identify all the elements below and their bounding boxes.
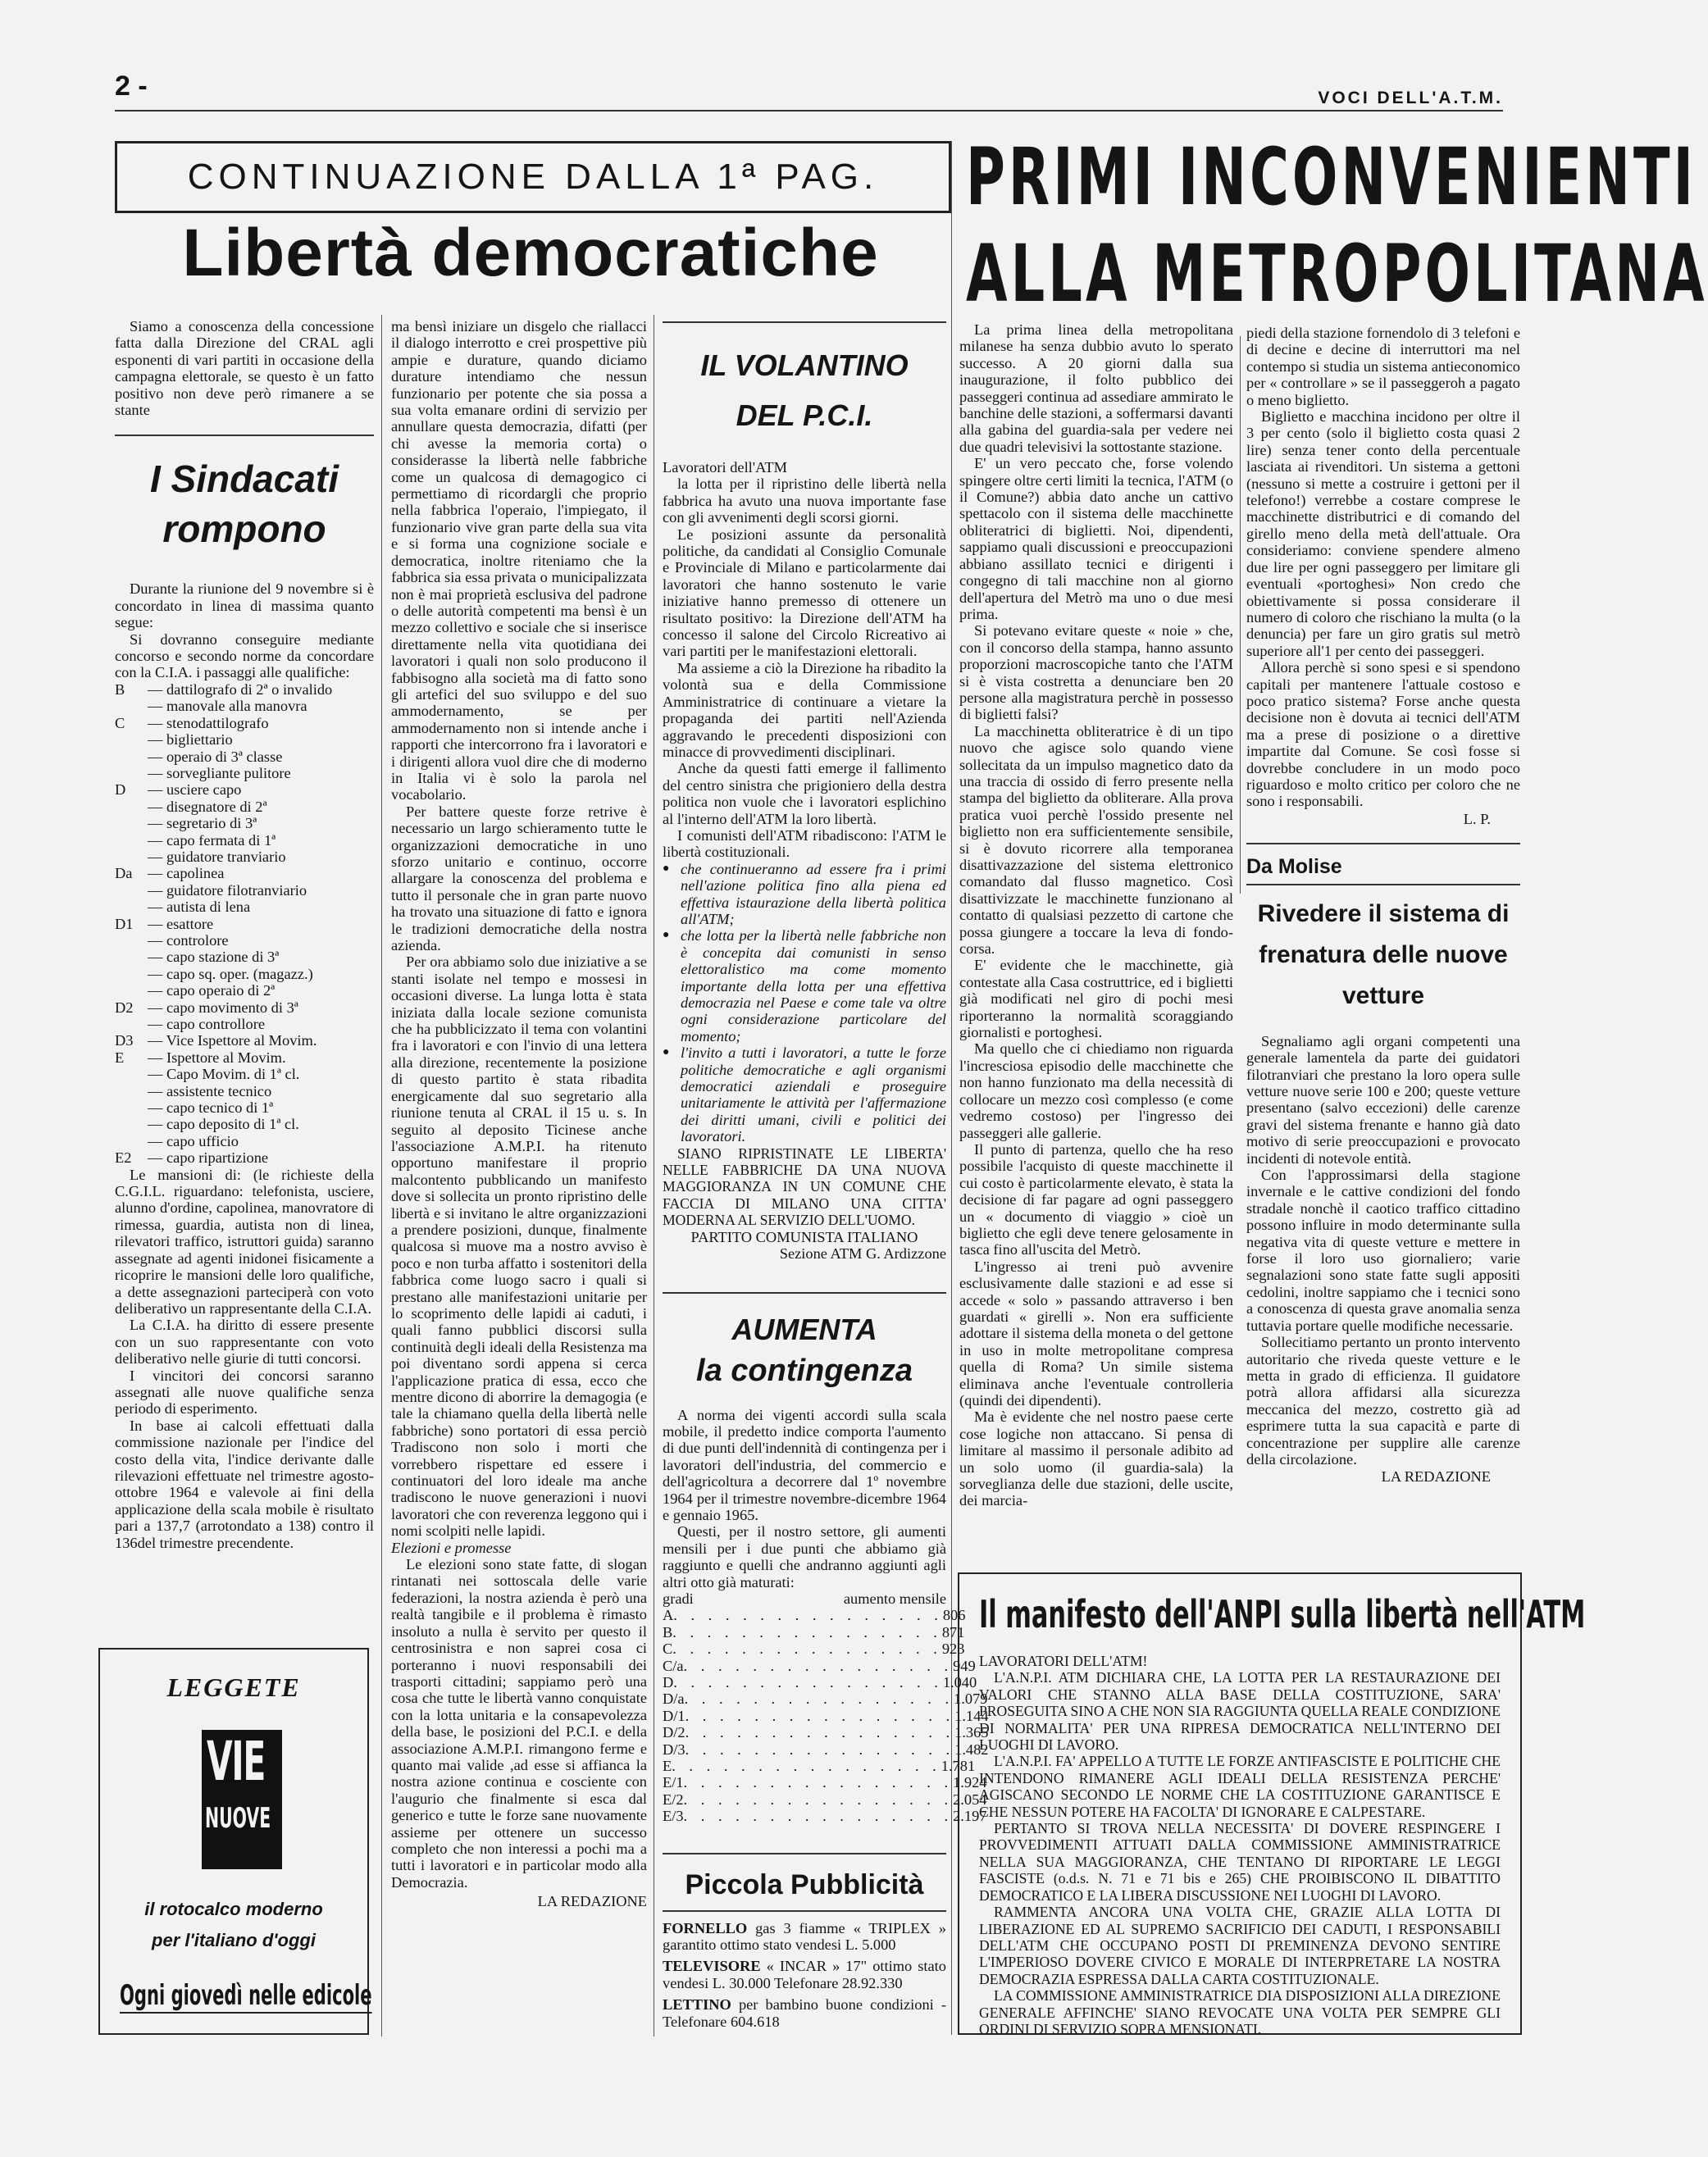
- anpi-paragraphs: [979, 1669, 1501, 2037]
- metropolitana-paragraph: Ma quello che ci chiediamo non riguarda l'incresciosa episodio delle macchinette che non hanno funzionato ma della necessità di collocare un mezzo così complesso (e come vedremo costoso) per l'ingresso dei passeggeri alle gallerie.: [959, 1040, 1233, 1141]
- ad-vie-nuove: [98, 1648, 372, 2035]
- molise-paragraph: Con l'approssimarsi della stagione invernale e le cattive condizioni del fondo stradale nonchè il caotico traffico cittadino possono influire in modo determinante sulla negativa vita di queste vetture e mettere in forse il loro uso giornaliero; varie segnalazioni sono state fatte sugli appositi cedolini, inoltre sappiamo che i tecnici sono a conoscenza di questa grave anomalia senza tuttavia portare quelle modifiche necessarie.: [1246, 1167, 1520, 1334]
- metropolitana-paragraph: E' un vero peccato che, forse volendo spingere oltre certi limiti la tecnica, l'ATM (o il Comune?) abbia dato anche un cattivo spettacolo con il sistema delle macchinette obliteratrici di biglietti. Noi, dipendenti, sappiamo quali discussioni e preoccupazioni abbiano assillato tecnici e dirigenti i congegno di tali macchine non al giorno dell'apertura del Metrò ma uno o due mesi prima.: [959, 455, 1233, 622]
- table-cell-grade: E: [663, 1758, 672, 1775]
- table-cell-amount: 871: [941, 1623, 965, 1641]
- qualifica-text: — manovale alla manovra: [148, 698, 307, 715]
- column-3: [663, 321, 989, 2035]
- qualifica-row: [115, 949, 374, 965]
- qualifica-text: — capo controllore: [148, 1016, 265, 1032]
- qualifica-row: [115, 1066, 374, 1082]
- qualifica-row: [115, 1049, 374, 1066]
- metropolitana-headline: [958, 131, 1708, 328]
- qualifica-row: [115, 1083, 374, 1099]
- volantino-bullets: [663, 861, 946, 1145]
- qualifica-row: [115, 1016, 374, 1032]
- qualifica-row: [115, 832, 374, 849]
- volantino-salutation: Lavoratori dell'ATM: [663, 459, 787, 476]
- qualifica-text: — autista di lena: [148, 899, 251, 916]
- section-rule: [663, 1292, 946, 1294]
- table-cell-grade: C: [663, 1641, 673, 1658]
- qualifica-row: [115, 749, 374, 765]
- qualifica-text: — operaio di 3ª classe: [148, 748, 283, 765]
- table-row: [663, 1641, 965, 1658]
- table-cell-grade: D/3: [663, 1741, 685, 1758]
- table-cell-amount: 1.924: [953, 1774, 987, 1791]
- qualifica-row: [115, 932, 374, 949]
- qualifica-text: — capo movimento di 3ª: [148, 999, 298, 1016]
- liberta-end: Le elezioni sono state fatte, di slogan rintanati nei sottoscala delle varie federazioni, la nostra azienda è però una realtà tangibile e il problema è rimasto insoluto a nulla è servito per questo il centrosinistra e non saprei cosa ci porteranno i nuovi responsabili dei trasporti cittadini; sappiamo però una cosa che tutte le libertà vanno conquistate con la lotta unitaria e la consapevolezza della base, le posizioni del P.C.I. e della associazione A.M.P.I. rimangono ferme e quanto mai valide ,ad esse si affianca la nostra azione continua e cosciente con l'augurio che finalmente si esca dal generico e tutte le forze sane nuovamente assieme per ottenere un successo completo che non interessi a pochi ma a tutti i lavoratori e in particolar modo alla Democrazia.: [391, 1556, 647, 1891]
- volantino-paragraphs: [663, 476, 946, 827]
- volantino-bullet-item: [663, 927, 946, 1044]
- qualifica-text: — usciere capo: [148, 781, 242, 799]
- metropolitana-signature: L. P.: [1463, 810, 1491, 827]
- qualifica-text: — disegnatore di 2ª: [148, 798, 267, 815]
- molise-paragraphs: [1246, 1033, 1520, 1468]
- molise-title-1: Rivedere il sistema di: [1257, 899, 1510, 927]
- qualifica-row: [115, 999, 374, 1016]
- table-leader: . . . . . . . . . . . . . . . .: [683, 1774, 954, 1791]
- table-row: [663, 1707, 989, 1724]
- qualifica-text: — capo operaio di 2ª: [148, 982, 276, 999]
- qualifica-code: E: [115, 1049, 125, 1066]
- table-leader: . . . . . . . . . . . . . . . .: [672, 1623, 942, 1641]
- volantino-paragraph: Le posizioni assunte da personalità politiche, da candidati al Consiglio Comunale e Provinciale di Milano e particolarmente dai lavoratori che hanno sostenuto le varie iniziative hanno premesso di ottenere un risultato positivo: la Direzione dell'ATM ha concesso il salone del Circolo Ricreativo ai vari partiti per le manifestazioni elettorali.: [663, 526, 946, 660]
- anpi-paragraph: L'A.N.P.I. ATM DICHIARA CHE, LA LOTTA PER LA RESTAURAZIONE DEI VALORI CHE STANNO ALLA BASE DELLA COSTITUZIONE, SARA' PROSEGUITA SINO A CHE NON SIA RAGGIUNTA QUELLA REALE CONDIZIONE DI NORMALITA' PER UNA RIPRESA DEMOCRATICA NELL'INTERNO DEI LUOGHI DI LAVORO.: [979, 1669, 1501, 1754]
- qualifica-text: — capo ufficio: [148, 1132, 239, 1149]
- qualifica-row: [115, 1133, 374, 1149]
- qualifica-text: — capo fermata di 1ª: [148, 831, 276, 849]
- qualifica-row: [115, 849, 374, 865]
- qualifica-row: [115, 781, 374, 798]
- section-rule: [1246, 843, 1520, 844]
- table-row: [663, 1691, 988, 1708]
- contingenza-title-1: AUMENTA: [731, 1312, 877, 1346]
- qualifica-text: — bigliettario: [148, 731, 233, 749]
- molise-kicker: Da Molise: [1246, 854, 1342, 878]
- volantino-title-1: IL VOLANTINO: [700, 348, 909, 382]
- table-cell-amount: 1.144: [954, 1707, 989, 1724]
- molise-paragraph: Sollecitiamo pertanto un pronto intervento autoritario che riveda queste vetture e le metta in grado di efficienza. Il guidatore potrà allora affidarsi alla sicurezza meccanica del mezzo, costretto già ad esprimere tutta la sua capacità e parte di concentrazione per supplire alle carenze della circolazione.: [1246, 1334, 1520, 1468]
- qualifica-code: D2: [115, 999, 134, 1016]
- qualifica-code: E2: [115, 1149, 132, 1167]
- ad-tagline-1: il rotocalco moderno: [144, 1899, 323, 1919]
- sindacati-title-1: I Sindacati: [149, 457, 339, 501]
- qualifica-code: D3: [115, 1032, 134, 1049]
- table-leader: . . . . . . . . . . . . . . . .: [685, 1707, 955, 1724]
- anpi-body: [979, 1653, 1501, 2037]
- qualifica-text: — Capo Movim. di 1ª cl.: [148, 1066, 300, 1083]
- qualifica-text: — capo deposito di 1ª cl.: [148, 1116, 299, 1133]
- table-row: [663, 1607, 966, 1624]
- liberta-subhead: Elezioni e promesse: [391, 1539, 512, 1556]
- volantino-bullet-text: che lotta per la libertà nelle fabbriche non è concepita dai comunisti in senso elettoralistico ma come momento importante della lotta per una effettiva democrazia nel Paese e come tale va oltre ogni considerazione particolare del momento;: [681, 927, 946, 1044]
- anpi-salutation: LAVORATORI DELL'ATM!: [979, 1653, 1148, 1669]
- volantino-bullet-text: l'invito a tutti i lavoratori, a tutte le forze politiche democratiche e agli organismi democratici aziendali e proseguire unitariamente le attività per l'affermazione dei diritti umani, civili e politici dei lavoratori.: [681, 1044, 946, 1145]
- qualifica-code: C: [115, 714, 125, 731]
- qualifica-row: [115, 916, 374, 932]
- table-cell-amount: 1.781: [941, 1758, 976, 1775]
- qualifica-text: — Vice Ispettore al Movim.: [148, 1032, 317, 1049]
- header-rule: [115, 110, 1503, 111]
- logo-line-1: VIE: [207, 1730, 266, 1793]
- anpi-paragraph: LA COMMISSIONE AMMINISTRATRICE DIA DISPOSIZIONI ALLA DIREZIONE GENERALE AFFINCHE' SIANO REVOCATE UNA VOLTA PER SEMPRE GLI ORDINI DI SERVIZIO SOPRA MENSIONATI.: [979, 1987, 1501, 2037]
- qualifica-row: [115, 1099, 374, 1116]
- table-header-amount: aumento mensile: [843, 1590, 946, 1607]
- qualifica-row: [115, 1149, 374, 1166]
- qualifica-row: [115, 1032, 374, 1049]
- qualifica-row: [115, 731, 374, 748]
- classified-ad: [663, 1958, 946, 1991]
- classified-ad: [663, 1996, 946, 2030]
- qualifica-row: [115, 865, 374, 881]
- volantino-title-2: DEL P.C.I.: [736, 398, 873, 432]
- table-leader: . . . . . . . . . . . . . . . .: [685, 1741, 955, 1758]
- table-cell-grade: E/3: [663, 1808, 684, 1825]
- qualifica-row: [115, 882, 374, 899]
- ad-tagline-2: per l'italiano d'oggi: [152, 1930, 316, 1950]
- table-leader: . . . . . . . . . . . . . . . .: [683, 1791, 954, 1808]
- vie-nuove-logo: [202, 1730, 282, 1869]
- volantino-bullet-item: [663, 861, 946, 928]
- section-rule: [115, 435, 374, 436]
- anpi-paragraph: L'A.N.P.I. FA' APPELLO A TUTTE LE FORZE ANTIFASCISTE E POLITICHE CHE INTENDONO RIMANERE AGLI IDEALI DELLA RESISTENZA PERCHE' AGISCANO SECONDO LE NORME CHE LA COSTITUZIONE GARANTISCE E CHE NESSUN POTERE HA FACOLTA' DI IGNORARE E CALPESTARE.: [979, 1753, 1501, 1820]
- classified-label: FORNELLO: [663, 1919, 748, 1936]
- sindacati-title-2: rompono: [162, 507, 326, 551]
- liberta-signature: LA REDAZIONE: [537, 1893, 647, 1910]
- table-cell-amount: 1.482: [954, 1741, 989, 1758]
- qualifica-text: — segretario di 3ª: [148, 815, 257, 832]
- molise-title-3: vetture: [1341, 981, 1425, 1009]
- table-cell-amount: 1.079: [954, 1691, 988, 1708]
- piccola-ads: [663, 1920, 946, 2030]
- table-row: [663, 1774, 987, 1791]
- volantino-paragraph: Anche da questi fatti emerge il fallimento del centro sinistra che prigioniero della destra politica non vuole che i lavoratori esplichino al l'interno dell'ATM la loro libertà.: [663, 760, 946, 827]
- qualifica-row: [115, 715, 374, 731]
- qualifica-row: [115, 799, 374, 815]
- qualifica-text: — sorvegliante pulitore: [148, 764, 291, 781]
- table-row: [663, 1724, 989, 1741]
- table-leader: . . . . . . . . . . . . . . . .: [685, 1724, 955, 1741]
- table-leader: . . . . . . . . . . . . . . . .: [672, 1758, 941, 1775]
- metropolitana-paragraph: Ma è evidente che nel nostro paese certe cose logiche non attaccano. Si pensa di limitare al massimo il personale adibito ad un solo uomo (il guardia-sala) la sorveglianza delle due stazioni, delle uscite, dei marcia-: [959, 1408, 1233, 1509]
- table-cell-grade: D/a: [663, 1691, 685, 1708]
- molise-title-2: frenatura delle nuove: [1259, 940, 1508, 968]
- table-cell-grade: C/a: [663, 1657, 684, 1674]
- table-row: [663, 1674, 977, 1691]
- logo-line-2: NUOVE: [205, 1802, 271, 1835]
- contingenza-table: [663, 1607, 989, 1825]
- liberta-paragraph: Per battere queste forze retrive è necessario un largo schieramento tutte le organizzazioni democratiche in uno sforzo unitario e continuo, occorre allargare la conoscenza del problema e tutto il personale che in gran parte nuovo ha trovato una situazione di fatto e ignora le tradizioni democratiche della nostra azienda.: [391, 803, 647, 954]
- bullet-dot-icon: ●: [663, 1046, 670, 1059]
- table-cell-grade: D: [663, 1674, 674, 1691]
- table-cell-amount: 949: [953, 1657, 976, 1674]
- masthead: VOCI DELL'A.T.M.: [1318, 89, 1503, 107]
- molise-signature: LA REDAZIONE: [1381, 1468, 1491, 1486]
- section-rule: [1246, 884, 1520, 885]
- classified-ad: [663, 1920, 946, 1954]
- liberta-intro: Siamo a conoscenza della concessione fatta dalla Direzione del CRAL agli esponenti di vari partiti in occasione della campagna elettorale, se questo è un fatto positivo non deve però rimanere a se stante: [115, 318, 374, 419]
- metropolitana-title-1: PRIMI INCONVENIENTI: [966, 131, 1697, 223]
- column-rule: [381, 315, 382, 2036]
- table-leader: . . . . . . . . . . . . . . . .: [673, 1607, 943, 1624]
- metropolitana-column-2: [1246, 325, 1520, 1486]
- headline-liberta: Libertà democratiche: [182, 216, 879, 290]
- qualifica-text: — guidatore filotranviario: [148, 881, 307, 899]
- bullet-dot-icon: ●: [663, 929, 670, 942]
- metropolitana-body-2: [1246, 325, 1520, 810]
- qualifica-code: D1: [115, 915, 134, 932]
- metropolitana-title-2: ALLA METROPOLITANA: [966, 228, 1708, 320]
- qualifica-text: — dattilografo di 2ª o invalido: [148, 680, 333, 698]
- table-row: [663, 1741, 989, 1758]
- metropolitana-paragraph: Allora perchè si sono spesi e si spendono capitali per mantenere l'attuale costoso e poco pratico sistema? Forse anche questa decisione non è dovuta ai tecnici dell'ATM ma a prese di posizione o a direttive impartite dal Comune. Se così fosse si dovrebbe concludere in un modo poco riguardoso e molto critico per coloro che ne sono i responsabili.: [1246, 659, 1520, 810]
- metropolitana-paragraph: L'ingresso ai treni può avvenire esclusivamente dalle stazioni e ad esse si accede « solo » passando attraverso i ben guardati « girelli ». Non era sufficiente adottare il sistema della moneta o del gettone in uso in molte metropolitane compresa quella di Roma? Un simile sistema eliminava anche l'eventuale controlleria (quindi dei dipendenti).: [959, 1258, 1233, 1408]
- qualifica-row: [115, 1116, 374, 1132]
- qualifica-text: — capo ripartizione: [148, 1149, 269, 1167]
- section-rule: [663, 1910, 946, 1912]
- contingenza-title-2: la contingenza: [696, 1353, 913, 1388]
- table-cell-amount: 806: [942, 1607, 966, 1624]
- table-cell-amount: 1.040: [942, 1674, 977, 1691]
- section-rule: [663, 321, 946, 323]
- volantino-section: Sezione ATM G. Ardizzone: [779, 1245, 946, 1263]
- sindacati-paragraph: La C.I.A. ha diritto di essere presente con un suo rappresentante con voto deliberativo nelle giurie di tutti concorsi.: [115, 1317, 374, 1367]
- classified-label: TELEVISORE: [663, 1958, 761, 1975]
- table-leader: . . . . . . . . . . . . . . . .: [673, 1674, 943, 1691]
- volantino-caps: SIANO RIPRISTINATE LE LIBERTA' NELLE FABBRICHE DA UNA NUOVA MAGGIORANZA IN UN COMUNE CHE FACCIA DI MILANO UNA CITTA' MODERNA AL SERVIZIO DELL'UOMO.: [663, 1144, 946, 1229]
- qualifica-row: [115, 698, 374, 714]
- piccola-title: Piccola Pubblicità: [685, 1868, 924, 1900]
- qualifica-code: Da: [115, 865, 133, 882]
- volantino-lead: I comunisti dell'ATM ribadiscono: l'ATM le libertà costituzionali.: [663, 826, 946, 861]
- table-header-grade: gradi: [663, 1590, 694, 1607]
- table-leader: . . . . . . . . . . . . . . . .: [683, 1808, 954, 1825]
- table-row: [663, 1758, 976, 1775]
- table-cell-grade: B: [663, 1623, 673, 1641]
- table-row: [663, 1791, 987, 1808]
- qualifica-row: [115, 966, 374, 982]
- qualifica-row: [115, 899, 374, 915]
- qualifica-row: [115, 765, 374, 781]
- volantino-paragraph: la lotta per il ripristino delle libertà nella fabbrica ha avuto una nuova importante fase con gli avvenimenti degli scorsi giorni.: [663, 476, 946, 526]
- liberta-paragraph: Per ora abbiamo solo due iniziative a se stanti isolate nel tempo e mossesi in occasioni diverse. La lunga lotta è stata iniziata dalla locale sezione comunista che ha pubblicizzato il tema con volantini fra i lavoratori e con l'invio di una lettera alla direzione, recentemente la posizione di questo partito è stata ribadita energicamente dal suo segretario alla riunione tenuta al CRAL il 15 u. s. In seguito al deposito Ticinese anche l'associazione A.M.P.I. ha ritenuto opportuno manifestare il proprio malcontento pubblicando un manifesto dove si sollecita un pronto ripristino delle libertà e si invitano le altre organizzazioni a prendere posizioni, dunque, finalmente qualcosa si muove ma a nostro avviso è poco e non turba affatto i sostenitori della fabbrica come luogo sacro i quali si prestano alle manifestazioni unitarie per lo scoprimento delle lapidi ai caduti, i quali fanno pubblici discorsi sulla continuità degli ideali della Resistenza ma poi diventano sordi appena si cerca l'applicazione pratica di essa, ecco che mentre dicono di aborrire la demagogia (e tale la chiamano quella della libertà nelle fabbriche) sono portatori di essa perciò Tradiscono non solo i morti che vorrebbero rispettare ed essere i continuatori del loro ideale ma anche tradiscono le nuove generazioni i nuovi lavoratori che con reverenza leggono qui i nomi scolpiti nelle lapidi.: [391, 953, 647, 1540]
- classified-text: gas 3 fiamme « TRIPLEX » garantito ottimo stato vendesi L. 5.000: [663, 1919, 946, 1954]
- table-leader: . . . . . . . . . . . . . . . .: [683, 1657, 954, 1674]
- qualifica-text: — capo sq. oper. (magazz.): [148, 965, 313, 982]
- qualifica-text: — capo tecnico di 1ª: [148, 1099, 274, 1117]
- volantino-bullet-item: [663, 1044, 946, 1144]
- sindacati-paragraph: Le mansioni di: (le richieste della C.G.I.L. riguardano: telefonista, usciere, alunno d'ordine, capolinea, manovratore di rimessa, guardia, autista non di linea, rilevatori traffico, istruttori guida) saranno assegnate ad agenti inidonei fisicamente a ricoprire le mansioni delle loro qualifiche, a dette assegnazioni parteciperà con voto deliberativo un rappresentante della C.I.A.: [115, 1166, 374, 1317]
- qualifica-text: — controlore: [148, 931, 229, 949]
- metropolitana-paragraph: E' evidente che le macchinette, già contestate alla Casa costruttrice, ed i biglietti già modificati nel giro di pochi mesi riporteranno la normalità scoraggiando giornalisti e portoghesi.: [959, 957, 1233, 1041]
- sindacati-paragraph: In base ai calcoli effettuati dalla commissione nazionale per l'indice del costo della vita, l'indice derivante dalle rilevazioni effettuate nel trimestre agosto-ottobre 1964 e valevole ai fini della applicazione della scala mobile è risultato pari a 137,7 (arrotondato a 138) contro il 136del trimestre precendente.: [115, 1417, 374, 1551]
- contingenza-table-header: [663, 1590, 946, 1607]
- metropolitana-column-1: [959, 321, 1233, 1509]
- table-cell-grade: E/1: [663, 1774, 684, 1791]
- ad-leggete: LEGGETE: [166, 1672, 301, 1702]
- metropolitana-paragraph: Biglietto e macchina incidono per oltre il 3 per cento (solo il biglietto costa quasi 2 lire) senza tener conto della percentuale lasciata ai rivenditori. Un sistema a gettoni (nessuno si mette a costruire i gettoni per il telefono!) verrebbe a costare comprese le macchinette distributrici e di comando del girello meno della metà dell'attuale. Ora consideriamo: conviene spendere almeno due lire per ogni passeggero per limitare gli eventuali «portoghesi» Non credo che obiettivamente si possa considerare il numero di coloro che rischiano la multa (o la denuncia) per fare un giro gratis sul metrò superiore all'1 per cento dei passeggeri.: [1246, 408, 1520, 659]
- sindacati-paragraph: I vincitori dei concorsi saranno assegnati alle nuove qualifiche senza periodo di esperimento.: [115, 1367, 374, 1418]
- molise-paragraph: Segnaliamo agli organi competenti una generale lamentela da parte dei guidatori filotranviari che prestano la loro opera sulle vetture nuove serie 100 e 200; queste vetture presentano (salvo eccezioni) delle carenze gravi del sistema frenante e hanno già dato motivo di serie preoccupazioni e provocato incidenti di notevole entità.: [1246, 1032, 1520, 1167]
- qualifica-row: [115, 681, 374, 698]
- column-1: [115, 318, 374, 1551]
- qualifiche-list: [115, 681, 374, 1167]
- table-row: [663, 1808, 987, 1825]
- classified-text: per bambino buone condizioni - Telefonare 604.618: [663, 1996, 946, 2030]
- column-2: [391, 318, 647, 1910]
- metropolitana-body-1: [959, 321, 1233, 1509]
- liberta-body: [391, 318, 647, 1540]
- table-cell-grade: E/2: [663, 1791, 684, 1808]
- liberta-paragraph: ma bensì iniziare un disgelo che riallacci il dialogo interrotto e crei prospettive più ampie e durature, quando diciamo durature intendiamo che nessun funzionario per potente che sia possa a sua volta emanare ordini di servizio per annullare questa democrazia, difatti (per chi avesse la memoria corta) o considerasse la libertà nelle fabbriche come un qualcosa di demagogico ci permettiamo di ricordargli che proprio nella fabbrica l'operaio, l'impiegato, il funzionario vive gran parte della sua vita e si forma una cognizione sociale e democratica, inoltre riteniamo che la fabbrica sia essa privata o municipalizzata non è mai proprietà esclusiva del padrone o delle autorità competenti ma bensì è un mezzo collettivo e sociale che si inserisce direttamente nella vita quotidiana dei lavoratori i quali non solo producono il fabbisogno alla società ma di fatto sono gli artefici del suo sviluppo e del suo ammodernamento, se per ammodernamento non si intende anche i rapporti che intercorrono fra i lavoratori e i dirigenti allora vuol dire che di moderno in Italia vi è solo la parola nel vocabolario.: [391, 318, 647, 803]
- qualifica-row: [115, 982, 374, 999]
- volantino-bullet-text: che continueranno ad essere fra i primi nell'azione politica fino alla piena ed effettiva istaurazione della libertà politica all'ATM;: [681, 860, 946, 927]
- qualifica-code: B: [115, 680, 125, 698]
- anpi-paragraph: RAMMENTA ANCORA UNA VOLTA CHE, GRAZIE ALLA LOTTA DI LIBERAZIONE ED AL SUPREMO SACRIFICIO DEI CADUTI, I RESPONSABILI DELL'ATM CHE OCCUPANO POSTI DI PREMINENZA DEVONO SENTIRE L'IMPERIOSO DOVERE CIVICO E MORALE DI INTERPRETARE LA NOSTRA DEMOCRAZIA ESPRESSA DALLA CARTA COSTITUZIONALE.: [979, 1904, 1501, 1987]
- sindacati-para: Si dovranno conseguire mediante concorso e secondo norme da concordare con la C.I.A. i passaggi alle qualifiche:: [115, 630, 374, 681]
- classified-text: « INCAR » 17" ottimo stato vendesi L. 30.000 Telefonare 28.92.330: [663, 1958, 946, 1991]
- metropolitana-paragraph: La macchinetta obliteratrice è di un tipo nuovo che agisce solo quando viene sollecitata da un impulso magnetico dato da una traccia di ossido di ferro presente nella stampa del biglietto da obliterare. Alla prova pratica vuoi perchè l'ossido presente nel biglietto non era sufficientemente sensibile, si è dovuto ricorrere alla temporanea disattivazzazione del sistema elettronico comandato dal flusso magnetico. Così disattivizzate le macchinette funzionano al contatto di qualsiasi pezzetto di cartone che possa giungere a toccare la leva di fondo-corsa.: [959, 722, 1233, 958]
- table-cell-grade: A: [663, 1607, 674, 1624]
- metropolitana-paragraph: Il punto di partenza, quello che ha reso possibile l'acquisto di queste macchinette il cui costo è particolarmente elevato, è stata la decisione di far pagare ad ogni passeggero un « documento di viaggio » cioè un biglietto che egli deve tenere gelosamente in tasca fino all'uscita del Metrò.: [959, 1140, 1233, 1258]
- table-row: [663, 1657, 976, 1674]
- ad-footer: Ogni giovedì nelle edicole: [120, 1979, 372, 2012]
- volantino-party: PARTITO COMUNISTA ITALIANO: [690, 1228, 918, 1245]
- table-cell-grade: D/1: [663, 1707, 685, 1724]
- anpi-title: Il manifesto dell'ANPI sulla libertà nell'ATM: [979, 1592, 1586, 1636]
- qualifica-row: [115, 815, 374, 831]
- sindacati-intro: Durante la riunione del 9 novembre si è concordato in linea di massima quanto segue:: [115, 580, 374, 631]
- anpi-paragraph: PERTANTO SI TROVA NELLA NECESSITA' DI DOVERE RESPINGERE I PROVVEDIMENTI ATTUATI DALLA COMMISSIONE AMMINISTRATRICE NELLA SUA MAGGIORANZA, CHE TENTANO DI RIPORTARE LE LEGGI FASCISTE (o.d.s. N. 71 e 71 bis e 265) CHE PROIBISCONO IL DIBATTITO DEMOCRATICO E LA LIBERA DISCUSSIONE NEI LUOGHI DI LAVORO.: [979, 1820, 1501, 1904]
- table-row: [663, 1623, 965, 1641]
- page-number: 2 -: [115, 71, 148, 102]
- table-cell-amount: 2.054: [953, 1791, 987, 1808]
- table-cell-amount: 1.365: [954, 1724, 989, 1741]
- contingenza-body: A norma dei vigenti accordi sulla scala mobile, il predetto indice comporta l'aumento di due punti dell'indennità di contingenza per i lavoratori dell'industria, del commercio e dell'agricoltura a decorrere dal 1º novembre 1964 per il trimestre novembre-dicembre 1964 e gennaio 1965.: [663, 1406, 946, 1523]
- qualifica-text: — stenodattilografo: [148, 714, 269, 731]
- qualifica-text: — guidatore tranviario: [148, 848, 286, 865]
- column-rule: [1240, 336, 1241, 894]
- qualifica-text: — Ispettore al Movim.: [148, 1049, 286, 1066]
- continuation-banner: CONTINUAZIONE DALLA 1ª PAG.: [115, 141, 951, 213]
- metropolitana-paragraph: piedi della stazione fornendolo di 3 telefoni e di decine e decine di interruttori ma nel contempo si studia un sistema antieconomico per « controllare » se il passeggeroh a pagato o meno biglietto.: [1246, 325, 1520, 408]
- metropolitana-paragraph: Si potevano evitare queste « noie » che, con il concorso della stampa, hanno assunto proporzioni macroscopiche tanto che l'ATM si è vista costretta a denunciare ben 20 persone alla magistratura perchè in possesso di biglietti falsi?: [959, 622, 1233, 723]
- table-leader: . . . . . . . . . . . . . . . .: [672, 1641, 942, 1658]
- qualifica-text: — esattore: [148, 915, 214, 932]
- classified-label: LETTINO: [663, 1996, 731, 2014]
- qualifica-text: — assistente tecnico: [148, 1082, 272, 1099]
- table-cell-grade: D/2: [663, 1724, 685, 1741]
- qualifica-code: D: [115, 781, 126, 799]
- sindacati-paragraphs: [115, 1167, 374, 1551]
- table-cell-amount: 923: [941, 1641, 965, 1658]
- anpi-box: [958, 1572, 1586, 2037]
- section-rule: [663, 1853, 946, 1854]
- table-cell-amount: 2.197: [953, 1808, 987, 1825]
- bullet-dot-icon: ●: [663, 862, 670, 875]
- volantino-paragraph: Ma assieme a ciò la Direzione ha ribadito la volontà sua e della Commissione Amministratrice di continuare a vietare la propaganda dei partiti nell'Azienda aggravando le precedenti disposizioni con minacce di provvedimenti disciplinari.: [663, 659, 946, 760]
- contingenza-body-2: Questi, per il nostro settore, gli aumenti mensili per i due punti che abbiamo già raggiunto e quelli che andranno aggiunti agli altri otto già maturati:: [663, 1523, 946, 1590]
- qualifica-text: — capolinea: [148, 865, 225, 882]
- table-leader: . . . . . . . . . . . . . . . .: [684, 1691, 954, 1708]
- qualifica-text: — capo stazione di 3ª: [148, 949, 280, 966]
- metropolitana-paragraph: La prima linea della metropolitana milanese ha senza dubbio avuto lo sperato successo. A 20 giorni dalla sua inaugurazione, il folto pubblico dei passeggeri continua ad assediare ammirato le banchine delle stazioni, a soffermarsi davanti alla gabina del guardia-sala per vedere nei due quadri televisivi la sottostante stazione.: [959, 321, 1233, 455]
